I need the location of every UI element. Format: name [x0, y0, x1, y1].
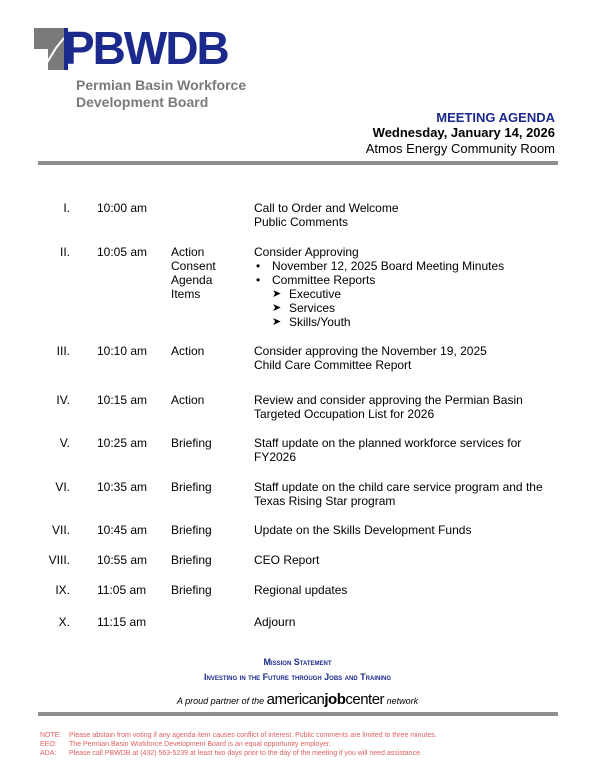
note-ada — [40, 749, 422, 758]
note-conflict — [40, 731, 437, 740]
note-label: EEO: — [40, 741, 57, 748]
item-type — [171, 245, 241, 301]
item-number: I. — [63, 201, 70, 215]
note-label: ADA: — [40, 750, 57, 757]
org-name-line2: Development Board — [76, 94, 209, 110]
note-eeo — [40, 740, 331, 749]
item-time: 11:15 am — [97, 615, 147, 629]
item-time: 11:05 am — [97, 583, 147, 597]
desc-line: Texas Rising Star program — [254, 494, 396, 508]
type-line: Action — [171, 245, 205, 259]
org-name — [76, 77, 296, 111]
partner-tagline — [0, 691, 595, 708]
desc-line: Call to Order and Welcome — [254, 201, 399, 215]
note-text: Please abstain from voting if any agenda item causes conflict of interest. Public comments are limited to three minutes. — [69, 732, 437, 739]
item-description — [254, 480, 554, 508]
item-time: 10:45 am — [97, 523, 148, 537]
mission-text: Investing in the Future through Jobs and Training — [203, 672, 391, 682]
item-type: Briefing — [171, 583, 212, 597]
item-time: 10:10 am — [97, 344, 148, 358]
item-type: Briefing — [171, 436, 212, 450]
item-number: V. — [59, 436, 70, 450]
sub-item-label: Executive — [289, 287, 342, 301]
brand-part: job — [324, 691, 346, 708]
type-line: Consent — [171, 259, 216, 273]
desc-line: Consider approving the November 19, 2025 — [254, 344, 487, 358]
item-number: III. — [56, 344, 70, 358]
meeting-location: Atmos Energy Community Room — [365, 141, 555, 156]
item-description — [254, 523, 554, 537]
item-description — [254, 436, 554, 464]
sub-item — [254, 301, 554, 315]
arrow-icon: ➤ — [272, 316, 282, 328]
item-description — [254, 583, 554, 597]
item-number: VIII. — [48, 553, 70, 567]
desc-line: Review and consider approving the Permian Basin — [254, 393, 523, 407]
arrow-icon: ➤ — [272, 302, 282, 314]
item-time: 10:15 am — [97, 393, 148, 407]
item-type: Action — [171, 344, 205, 358]
item-description — [254, 393, 554, 421]
type-line: Items — [171, 287, 201, 301]
item-number: IX. — [55, 583, 70, 597]
footer-divider — [38, 712, 558, 716]
desc-line: Staff update on the planned workforce services for — [254, 436, 522, 450]
meeting-title: MEETING AGENDA — [436, 110, 555, 125]
item-number: II. — [59, 245, 70, 259]
item-time: 10:25 am — [97, 436, 148, 450]
desc-line: Consider Approving — [254, 245, 359, 259]
note-text: The Permian Basin Workforce Development Board is an equal opportunity employer. — [69, 741, 331, 748]
item-number: VI. — [55, 480, 70, 494]
note-text: Please call PBWDB at (432) 563-5239 at least two days prior to the day of the meeting if you will need assistance. — [69, 750, 422, 757]
meeting-date: Wednesday, January 14, 2026 — [372, 125, 555, 140]
item-type: Action — [171, 393, 205, 407]
logo-text: PBWDB — [64, 22, 228, 74]
item-number: X. — [58, 615, 70, 629]
desc-line: Child Care Committee Report — [254, 358, 412, 372]
logo-mark-icon — [34, 28, 68, 70]
item-time: 10:05 am — [97, 245, 148, 259]
item-type: Briefing — [171, 523, 212, 537]
brand-part: center — [345, 691, 385, 708]
arrow-icon: ➤ — [272, 288, 282, 300]
item-type: Briefing — [171, 553, 212, 567]
header-divider — [38, 161, 558, 165]
item-time: 10:00 am — [97, 201, 148, 215]
partner-suffix: network — [386, 696, 419, 706]
mission-title: Mission Statement — [263, 657, 332, 667]
partner-prefix: A proud partner of the — [176, 696, 265, 706]
sub-item — [254, 287, 554, 301]
bullet-item: • November 12, 2025 Board Meeting Minutes — [254, 259, 554, 273]
sub-item — [254, 315, 554, 329]
item-description — [254, 615, 554, 629]
desc-line: Staff update on the child care service program and the — [254, 480, 543, 494]
desc-line: Adjourn — [254, 615, 296, 629]
sub-item-label: Services — [289, 301, 336, 315]
americanjobcenter-logo — [267, 691, 384, 708]
sub-item-label: Skills/Youth — [289, 315, 351, 329]
desc-line: Targeted Occupation List for 2026 — [254, 407, 435, 421]
item-description — [254, 245, 554, 329]
desc-line: Public Comments — [254, 215, 349, 229]
item-description — [254, 553, 554, 567]
item-number: IV. — [56, 393, 70, 407]
bullet-item: • Committee Reports — [254, 273, 554, 287]
item-description — [254, 201, 554, 229]
item-time: 10:35 am — [97, 480, 148, 494]
type-line: Agenda — [171, 273, 213, 287]
desc-line: Regional updates — [254, 583, 348, 597]
item-type: Briefing — [171, 480, 212, 494]
org-name-line1: Permian Basin Workforce — [76, 77, 247, 93]
note-label: NOTE: — [40, 732, 62, 739]
desc-line: CEO Report — [254, 553, 320, 567]
brand-part: american — [266, 691, 325, 708]
desc-line: FY2026 — [254, 450, 297, 464]
item-time: 10:55 am — [97, 553, 148, 567]
item-description — [254, 344, 554, 372]
desc-line: Update on the Skills Development Funds — [254, 523, 472, 537]
item-number: VII. — [51, 523, 70, 537]
